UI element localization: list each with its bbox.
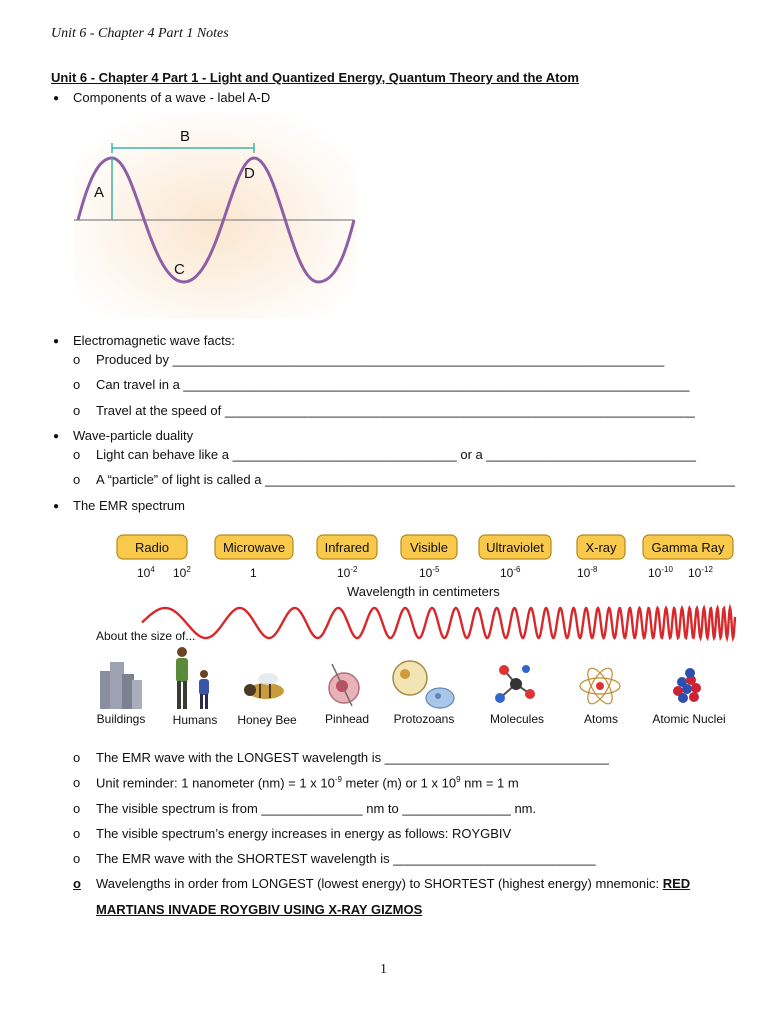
wl-microwave: 1 xyxy=(250,566,257,580)
wl-infrared: $10^{-2}$ xyxy=(337,565,358,580)
wave-background xyxy=(74,112,356,318)
band-microwave xyxy=(215,535,293,559)
duality-1: Light can behave like a _______________________________ or a _____________________________ xyxy=(96,447,697,462)
label-b: B xyxy=(180,128,191,145)
svg-text:X-ray: X-ray xyxy=(585,540,617,555)
buildings-icon xyxy=(100,662,142,709)
band-radio xyxy=(117,535,187,559)
page-title: Unit 6 - Chapter 4 Part 1 - Light and Quantized Energy, Quantum Theory and the Atom xyxy=(51,70,579,85)
bullet-icon: ● xyxy=(53,93,60,104)
emr-spectrum-figure xyxy=(90,528,740,738)
wl-radio-1: $10^4$ xyxy=(137,565,155,580)
sub-bullet-icon: o xyxy=(73,826,81,841)
band-gamma xyxy=(643,535,733,559)
wl-xray: $10^{-8}$ xyxy=(577,565,598,580)
wavelength-axis-label: Wavelength in centimeters xyxy=(347,584,500,599)
duality-bullet: Wave-particle duality xyxy=(73,428,194,443)
band-infrared xyxy=(317,535,377,559)
sub-bullet-icon: o xyxy=(73,472,81,487)
label-a: A xyxy=(94,184,105,201)
honey-bee-icon xyxy=(244,673,284,699)
question-mnemonic: Wavelengths in order from LONGEST (lowest energy) to SHORTEST (highest energy) mnemonic: RED xyxy=(96,876,691,891)
label-c: C xyxy=(174,261,185,278)
humans-icon xyxy=(176,647,209,709)
sub-bullet-icon: o xyxy=(73,876,81,891)
wl-gamma-2: $10^{-12}$ xyxy=(688,565,713,580)
atomic-nuclei-icon xyxy=(673,668,701,703)
label-d: D xyxy=(244,165,255,182)
wl-ultraviolet: $10^{-6}$ xyxy=(500,565,521,580)
band-ultraviolet xyxy=(479,535,551,559)
page-number: 1 xyxy=(380,962,387,977)
size-label: About the size of... xyxy=(96,629,196,643)
pinhead-icon xyxy=(329,664,359,706)
question-visible-range: The visible spectrum is from ______________ nm to _______________ nm. xyxy=(96,801,537,816)
spectrum-bullet: The EMR spectrum xyxy=(73,498,185,513)
wave-diagram xyxy=(74,112,356,318)
em-fact-1: Produced by ____________________________________________________________________ xyxy=(96,352,665,367)
band-xray xyxy=(577,535,625,559)
band-visible xyxy=(401,535,457,559)
em-fact-3: Travel at the speed of _________________________________________________________________ xyxy=(96,403,695,418)
sub-bullet-icon: o xyxy=(73,750,81,765)
sub-bullet-icon: o xyxy=(73,801,81,816)
object-label: Honey Bee xyxy=(237,713,297,727)
svg-text:Ultraviolet: Ultraviolet xyxy=(486,540,544,555)
sub-bullet-icon: o xyxy=(73,775,81,790)
question-shortest: The EMR wave with the SHORTEST wavelength is ____________________________ xyxy=(96,851,596,866)
sub-bullet-icon: o xyxy=(73,352,81,367)
svg-text:Radio: Radio xyxy=(135,540,169,555)
emr-wave xyxy=(142,608,735,638)
svg-text:Gamma Ray: Gamma Ray xyxy=(651,540,725,555)
bullet-icon: ● xyxy=(53,431,60,442)
question-unit-reminder: Unit reminder: 1 nanometer (nm) = 1 x $10^{-9}$ meter (m) or 1 x $10^9$ nm = 1 m xyxy=(96,775,519,791)
sub-bullet-icon: o xyxy=(73,377,81,392)
wl-visible: $10^{-5}$ xyxy=(419,565,440,580)
question-longest: The EMR wave with the LONGEST wavelength is _______________________________ xyxy=(96,750,609,765)
atoms-icon xyxy=(580,665,620,708)
object-label: Atoms xyxy=(583,712,619,726)
question-roygbiv: The visible spectrum’s energy increases in energy as follows: ROYGBIV xyxy=(96,826,512,841)
svg-text:Microwave: Microwave xyxy=(222,540,286,555)
page-header: Unit 6 - Chapter 4 Part 1 Notes xyxy=(51,26,229,41)
mnemonic-line-2: MARTIANS INVADE ROYGBIV USING X-RAY GIZMOS xyxy=(96,902,423,917)
svg-text:Visible: Visible xyxy=(409,540,449,555)
bullet-icon: ● xyxy=(53,501,60,512)
object-label: Humans xyxy=(172,713,218,727)
object-label: Pinhead xyxy=(324,712,370,726)
duality-2: A “particle” of light is called a _________________________________________________________________ xyxy=(96,472,736,487)
object-label: Atomic Nuclei xyxy=(652,712,726,726)
molecules-icon xyxy=(495,665,535,703)
object-label: Molecules xyxy=(489,712,545,726)
protozoans-icon xyxy=(393,661,454,708)
svg-text:Infrared: Infrared xyxy=(324,540,370,555)
em-fact-2: Can travel in a ______________________________________________________________________ xyxy=(96,377,690,392)
wl-gamma-1: $10^{-10}$ xyxy=(648,565,673,580)
em-facts-bullet: Electromagnetic wave facts: xyxy=(73,333,235,348)
object-label: Buildings xyxy=(96,712,146,726)
bullet-icon: ● xyxy=(53,336,60,347)
sub-bullet-icon: o xyxy=(73,403,81,418)
sub-bullet-icon: o xyxy=(73,447,81,462)
sub-bullet-icon: o xyxy=(73,851,81,866)
wl-radio-2: $10^2$ xyxy=(173,565,191,580)
wave-components-bullet: Components of a wave - label A-D xyxy=(73,90,271,105)
object-label: Protozoans xyxy=(393,712,455,726)
